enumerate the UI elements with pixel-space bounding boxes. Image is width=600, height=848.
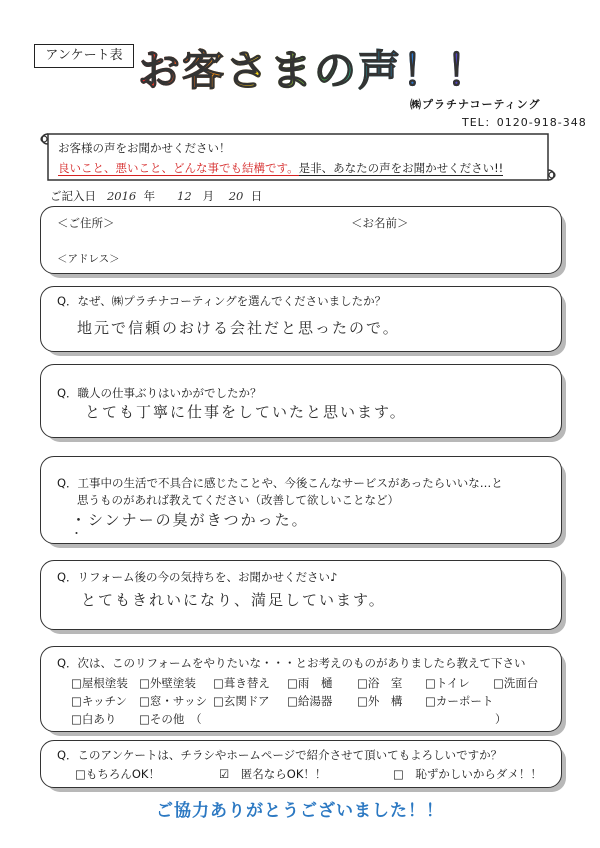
address-box xyxy=(40,206,562,274)
reform-option-wall-paint[interactable]: □外壁塗装 xyxy=(139,676,196,690)
banner-red-text: 良いこと、悪いこと、どんな事でも結構です。 xyxy=(58,161,299,175)
telephone: TEL：0120-918-348 xyxy=(462,116,587,129)
address-label: ＜ご住所＞ xyxy=(57,216,115,230)
reform-other-close-paren: ） xyxy=(495,712,507,726)
date-year: 2016 xyxy=(106,189,137,203)
reform-option-gutter[interactable]: □雨 樋 xyxy=(287,676,333,690)
email-label: ＜アドレス＞ xyxy=(57,253,120,265)
reform-option-other[interactable]: □その他 （ xyxy=(139,712,202,726)
consent-option-ok[interactable]: □もちろんOK！ xyxy=(75,767,160,781)
consent-option-decline[interactable]: □ 恥ずかしいからダメ！！ xyxy=(393,767,542,781)
question-1: Q．なぜ、㈱プラチナコーティングを選んでくださいましたか？ xyxy=(57,294,387,308)
answer-2: とても丁寧に仕事をしていたと思います。 xyxy=(85,403,407,421)
question-4: Q．リフォーム後の今の気持ちを、お聞かせください♪ xyxy=(57,570,338,584)
thanks-message: ご協力ありがとうございました！！ xyxy=(156,801,444,821)
question-box-4 xyxy=(40,560,562,630)
date-month-unit: 月 xyxy=(202,189,215,203)
question-2: Q．職人の仕事ぶりはいかがでしたか？ xyxy=(57,386,262,400)
reform-option-exterior[interactable]: □外 構 xyxy=(357,694,403,708)
banner-black-text: 是非、あなたの声をお聞かせください!! xyxy=(298,161,504,175)
answer-3-line-2: ・ xyxy=(71,527,84,540)
banner-line-1: お客様の声をお聞かせください！ xyxy=(58,141,231,155)
date-year-unit: 年 xyxy=(143,189,156,203)
question-3-line-1: Q．工事中の生活で不具合に感じたことや、今後こんなサービスがあったらいいな…と xyxy=(57,476,503,490)
reform-option-kitchen[interactable]: □キッチン xyxy=(71,694,128,708)
name-label: ＜お名前＞ xyxy=(351,216,409,230)
reform-option-entrance-door[interactable]: □玄関ドア xyxy=(213,694,270,708)
reform-option-toilet[interactable]: □トイレ xyxy=(425,676,470,690)
reform-interest-box xyxy=(40,646,562,732)
question-box-3 xyxy=(40,456,562,544)
consent-option-anonymous[interactable]: ☑ 匿名ならOK！！ xyxy=(219,767,327,781)
question-box-2 xyxy=(40,364,562,438)
reform-option-water-heater[interactable]: □給湯器 xyxy=(287,694,333,708)
page-title: お客さまの声！！ xyxy=(138,38,490,98)
question-box-1 xyxy=(40,286,562,352)
consent-box xyxy=(40,740,562,788)
date-label: ご記入日 xyxy=(50,189,96,203)
answer-4: とてもきれいになり、満足しています。 xyxy=(81,591,386,609)
reform-question: Q．次は、このリフォームをやりたいな・・・とお考えのものがありましたら教えて下さい xyxy=(57,656,526,670)
question-3-line-2: 思うものがあれば教えてください（改善して欲しいことなど） xyxy=(77,493,399,507)
survey-tag: アンケート表 xyxy=(34,44,134,68)
date-day: 20 xyxy=(228,189,244,203)
date-month: 12 xyxy=(177,189,192,203)
reform-option-washbasin[interactable]: □洗面台 xyxy=(493,676,539,690)
date-day-unit: 日 xyxy=(250,189,263,203)
answer-3: ・シンナーの臭がきつかった。 xyxy=(71,511,309,529)
company-name: ㈱プラチナコーティング xyxy=(410,98,541,111)
reform-option-carport[interactable]: □カーポート xyxy=(425,694,494,708)
reform-option-window-sash[interactable]: □窓・サッシ xyxy=(139,694,208,708)
consent-question: Q．このアンケートは、チラシやホームページで紹介させて頂いてもよろしいですか？ xyxy=(57,748,503,762)
reform-option-roof-paint[interactable]: □屋根塗装 xyxy=(71,676,128,690)
reform-option-reroof[interactable]: □葺き替え xyxy=(213,676,270,690)
reform-option-termite[interactable]: □白あり xyxy=(71,712,117,726)
answer-1: 地元で信頼のおける会社だと思ったので。 xyxy=(77,319,400,337)
banner-line-2 xyxy=(58,160,503,176)
reform-option-bathroom[interactable]: □浴 室 xyxy=(357,676,403,690)
entry-date xyxy=(50,188,262,204)
